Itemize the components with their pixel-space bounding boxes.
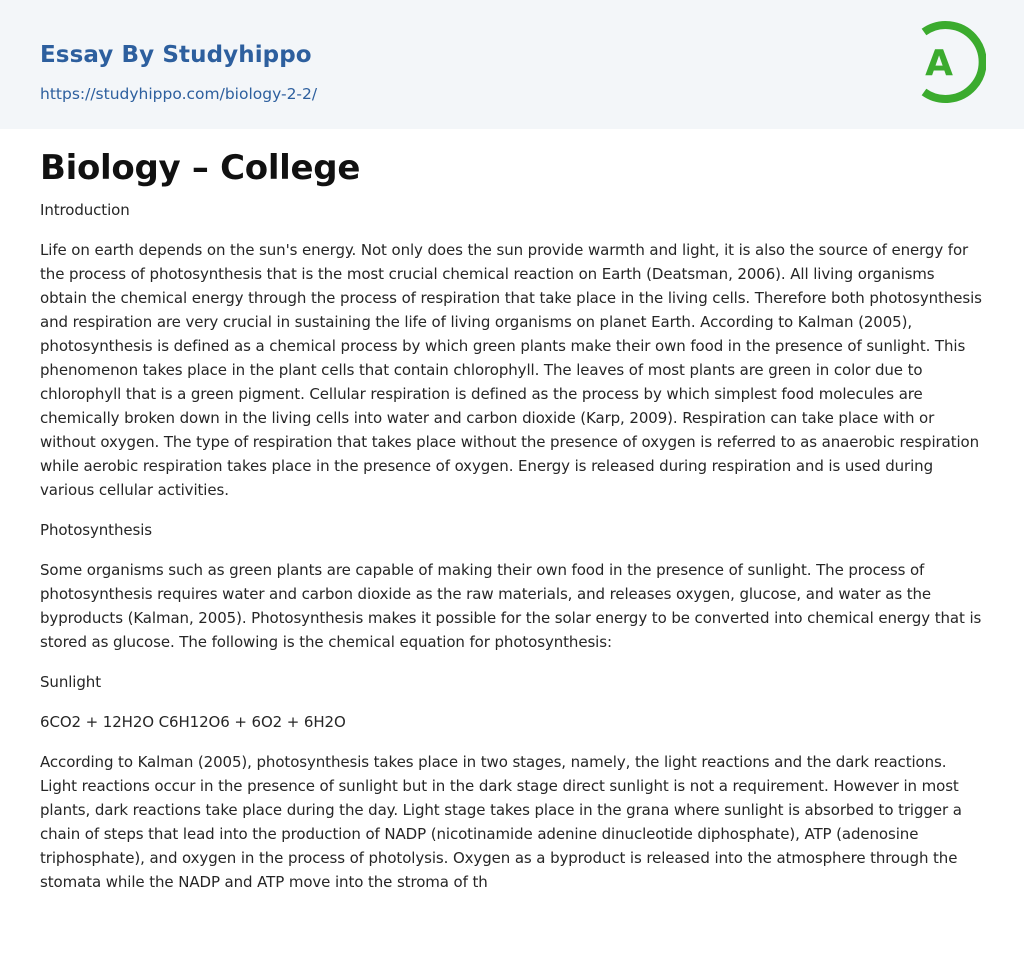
brand-title: Essay By Studyhippo bbox=[40, 42, 312, 68]
section-heading-introduction: Introduction bbox=[40, 201, 130, 219]
equation-label: Sunlight bbox=[40, 673, 101, 691]
section-heading-photosynthesis: Photosynthesis bbox=[40, 521, 153, 539]
site-header bbox=[0, 0, 1024, 129]
paragraph: Some organisms such as green plants are capable of making their own food in the presence of sunlight. The process of photosynthesis requires water and carbon dioxide as the raw materials, and releases oxygen, glucose, and water as the byproducts (Kalman, 2005). Photosynthesis makes it possible for the solar energy to be converted into chemical energy that is stored as glucose. The following is the chemical equation for photosynthesis: bbox=[40, 561, 982, 651]
source-url-link[interactable]: https://studyhippo.com/biology-2-2/ bbox=[40, 85, 318, 103]
logo-letter: A bbox=[925, 43, 953, 84]
article-body bbox=[40, 146, 984, 910]
paragraph: Life on earth depends on the sun's energy. Not only does the sun provide warmth and light, it is also the source of energy for the process of photosynthesis that is the most crucial chemical reaction on Earth (Deatsman, 2006). All living organisms obtain the chemical energy through the process of respiration that take place in the living cells. Therefore both photosynthesis and respiration are very crucial in sustaining the life of living organisms on planet Earth. According to Kalman (2005), photosynthesis is defined as a chemical process by which green plants make their own food in the presence of sunlight. This phenomenon takes place in the plant cells that contain chlorophyll. The leaves of most plants are green in color due to chlorophyll that is a green pigment. Cellular respiration is defined as the process by which simplest food molecules are chemically broken down in the living cells into water and carbon dioxide (Karp, 2009). Respiration can take place with or without oxygen. The type of respiration that takes place without the presence of oxygen is referred to as anaerobic respiration while aerobic respiration takes place in the presence of oxygen. Energy is released during respiration and is used during various cellular activities. bbox=[40, 241, 982, 499]
paragraph: According to Kalman (2005), photosynthesis takes place in two stages, namely, the light reactions and the dark reactions. Light reactions occur in the presence of sunlight but in the dark stage direct sunlight is not a requirement. However in most plants, dark reactions take place during the day. Light stage takes place in the grana where sunlight is absorbed to trigger a chain of steps that lead into the production of NADP (nicotinamide adenine dinucleotide diphosphate), ATP (adenosine triphosphate), and oxygen in the process of photolysis. Oxygen as a byproduct is released into the atmosphere through the stomata while the NADP and ATP move into the stroma of th bbox=[40, 753, 962, 891]
chemical-equation: 6CO2 + 12H2O C6H12O6 + 6O2 + 6H2O bbox=[40, 713, 346, 731]
studyhippo-logo-icon[interactable] bbox=[912, 19, 986, 105]
page-title: Biology – College bbox=[40, 148, 361, 188]
